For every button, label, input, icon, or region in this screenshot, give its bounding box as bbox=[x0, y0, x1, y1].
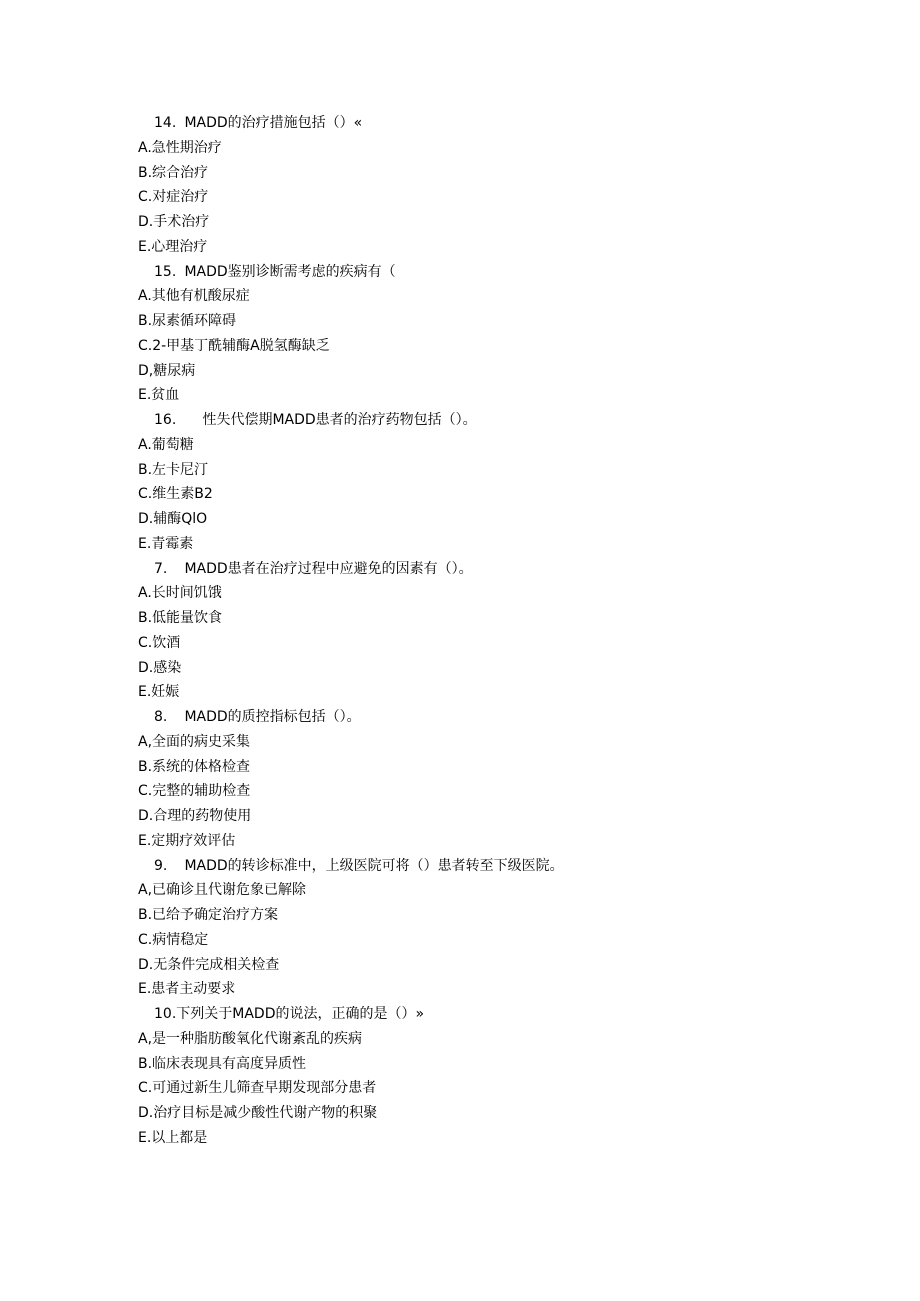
option-e: E.妊娠 bbox=[138, 684, 180, 701]
question-number: 14. bbox=[154, 115, 177, 131]
question-text: MADD鉴别诊断需考虑的疾病有（ bbox=[184, 263, 396, 280]
question-text: MADD患者在治疗过程中应避免的因素有（）。 bbox=[184, 560, 473, 577]
option-a: A.长时间饥饿 bbox=[138, 585, 222, 602]
question-stem bbox=[138, 260, 838, 285]
question-text: 性失代偿期MADD患者的治疗药物包括（）。 bbox=[202, 412, 477, 428]
option-e: E.心理治疗 bbox=[138, 238, 208, 255]
option-d: D.合理的药物使用 bbox=[138, 808, 252, 824]
option-e: E.定期疗效评估 bbox=[138, 832, 236, 849]
option-c: C.对症治疗 bbox=[138, 189, 209, 206]
option-b: B.低能量饮食 bbox=[138, 610, 223, 626]
question-number: 9. bbox=[154, 857, 168, 874]
option-d: D.治疗目标是减少酸性代谢产物的积聚 bbox=[138, 1105, 378, 1121]
option-b: B.已给予确定治疗方案 bbox=[138, 907, 279, 923]
option-e: E.患者主动要求 bbox=[138, 981, 236, 998]
option-a: A,已确诊且代谢危象已解除 bbox=[138, 882, 307, 899]
option-e: E.贫血 bbox=[138, 387, 180, 404]
question-text: MADD的质控指标包括（）。 bbox=[184, 709, 361, 725]
option-a: A,全面的病史采集 bbox=[138, 733, 251, 750]
question-text: MADD的治疗措施包括（）« bbox=[184, 115, 363, 131]
option-e: E.以上都是 bbox=[138, 1129, 208, 1146]
question-stem bbox=[138, 1002, 838, 1027]
option-d: D.无条件完成相关检查 bbox=[138, 956, 280, 973]
option-b: B.临床表现具有高度异质性 bbox=[138, 1055, 307, 1072]
option-d: D,糖尿病 bbox=[138, 362, 196, 379]
question-stem bbox=[138, 705, 838, 730]
question-number: 7. bbox=[154, 560, 168, 577]
option-e: E.青霉素 bbox=[138, 535, 194, 552]
option-d: D.辅酶QlO bbox=[138, 511, 208, 527]
question-text: MADD的转诊标准中，上级医院可将（）患者转至下级医院。 bbox=[184, 857, 564, 874]
question-stem bbox=[138, 557, 838, 582]
question-text: 下列关于MADD的说法，正确的是（）» bbox=[176, 1006, 425, 1022]
option-c: C.维生素B2 bbox=[138, 486, 213, 503]
option-a: A.葡萄糖 bbox=[138, 436, 194, 453]
question-number: 16. bbox=[154, 412, 177, 428]
question-number: 10. bbox=[154, 1006, 177, 1022]
option-b: B.左卡尼汀 bbox=[138, 461, 209, 478]
option-a: A.急性期治疗 bbox=[138, 139, 222, 156]
option-d: D.感染 bbox=[138, 659, 182, 676]
option-c: C.病情稳定 bbox=[138, 931, 209, 948]
option-c: C.饮酒 bbox=[138, 634, 181, 651]
question-number: 8. bbox=[154, 709, 168, 725]
option-a: A,是一种脂肪酸氧化代谢紊乱的疾病 bbox=[138, 1030, 363, 1047]
option-a: A.其他有机酸尿症 bbox=[138, 288, 250, 305]
question-list bbox=[138, 111, 838, 1151]
option-d: D.手术治疗 bbox=[138, 214, 210, 230]
option-b: B.尿素循环障碍 bbox=[138, 313, 237, 329]
option-b: B.系统的体格检查 bbox=[138, 758, 251, 775]
option-c: C.可通过新生儿筛查早期发现部分患者 bbox=[138, 1080, 377, 1097]
question-stem bbox=[138, 111, 838, 136]
option-c: C.完整的辅助检查 bbox=[138, 783, 251, 800]
question-stem bbox=[138, 408, 838, 433]
question-stem bbox=[138, 854, 838, 879]
option-c: C.2-甲基丁酰辅酶A脱氢酶缺乏 bbox=[138, 337, 330, 354]
question-number: 15. bbox=[154, 263, 177, 280]
option-b: B.综合治疗 bbox=[138, 164, 209, 181]
